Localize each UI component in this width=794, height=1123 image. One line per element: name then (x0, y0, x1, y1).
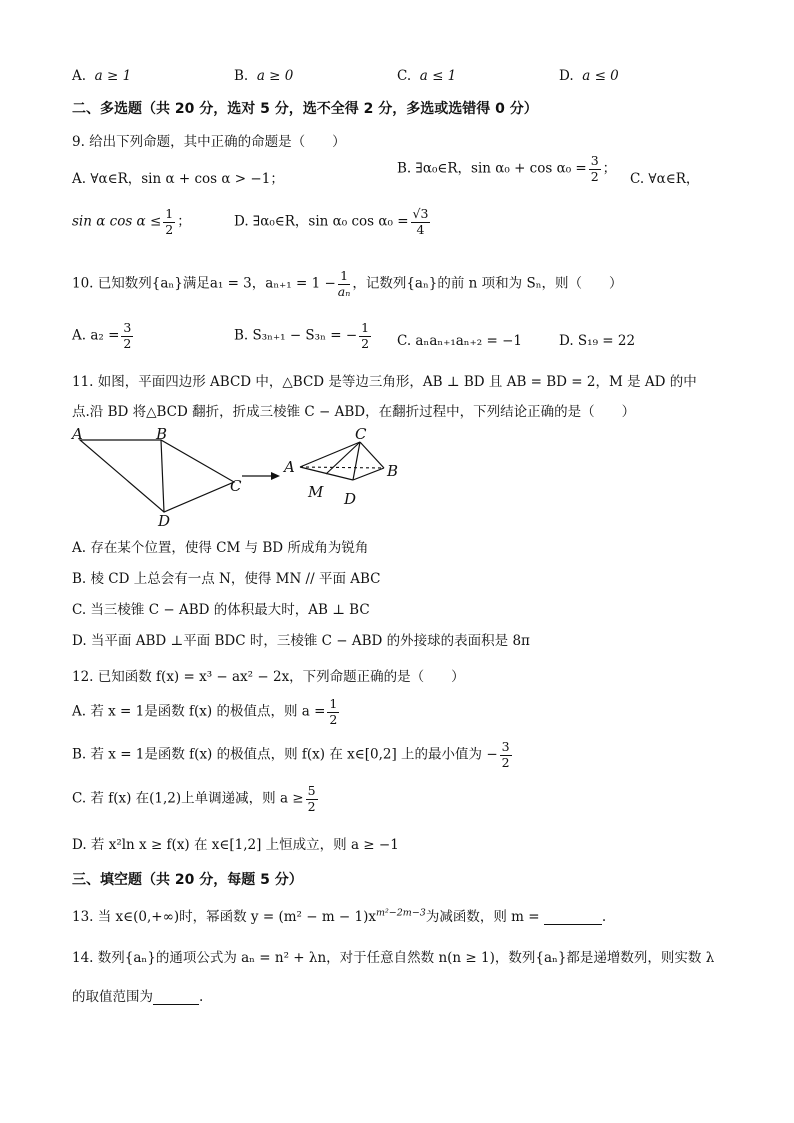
q10-stem-a: 10. 已知数列{aₙ}满足a₁ = 3，aₙ₊₁ = 1 − (72, 275, 336, 292)
q9-c-tail: ； (177, 213, 191, 230)
q13 (72, 905, 606, 925)
q9-option-c-fraction (163, 208, 175, 236)
q11-stem-line2: 点.沿 BD 将△BCD 翻折，折成三棱锥 C − ABD，在翻折过程中，下列结论正确的是（ ） (72, 404, 636, 420)
q11-label-b: B (156, 425, 168, 443)
q11-label-a-folded: A (284, 458, 295, 476)
q11-edge-cb (360, 442, 384, 468)
q10-stem-numerator: 1 (338, 270, 351, 285)
q12-option-c (72, 785, 320, 813)
q10-b-numerator: 1 (361, 320, 370, 335)
q9-option-d (234, 208, 432, 236)
q11-label-a: A (72, 425, 83, 443)
q10-b-denominator: 2 (361, 335, 370, 351)
q12-a-text: A. 若 x = 1是函数 f(x) 的极值点，则 a = (72, 703, 326, 720)
q14-line2 (72, 985, 203, 1005)
q9-b-tail: ； (602, 160, 617, 177)
q9-option-b-text: B. ∃α₀∈R，sin α₀ + cos α₀ = (397, 160, 587, 177)
q12-b-numerator: 3 (501, 739, 510, 754)
q8-option-a (72, 68, 131, 84)
q11-stem-line1: 11. 如图，平面四边形 ABCD 中，△BCD 是等边三角形，AB ⊥ BD 且 AB = BD = 2，M 是 AD 的中 (72, 374, 697, 390)
q10-b-text: B. S₃ₙ₊₁ − S₃ₙ = − (234, 327, 358, 344)
q12-c-denominator: 2 (307, 798, 316, 814)
q14-line2-text: 的取值范围为 (72, 989, 153, 1005)
q8-option-c (397, 68, 456, 84)
q11-label-m: M (308, 483, 324, 501)
q11-option-a: A. 存在某个位置，使得 CM 与 BD 所成角为锐角 (72, 540, 369, 556)
q11-arrow-head (271, 472, 280, 480)
q10-option-d: D. S₁₉ = 22 (559, 333, 636, 349)
q13-end: . (601, 909, 607, 925)
q12-option-d: D. 若 x²ln x ≥ f(x) 在 x∈[1,2] 上恒成立，则 a ≥ −1 (72, 837, 399, 853)
q11-edge-ac (300, 442, 360, 467)
q8-option-c-label: C. (397, 68, 412, 84)
q8-option-b-expr: a ≥ 0 (256, 68, 294, 84)
q11-label-d-folded: D (344, 490, 357, 508)
q12-c-text: C. 若 f(x) 在(1,2)上单调递减，则 a ≥ (72, 790, 304, 807)
q9-d-denominator: 4 (416, 221, 425, 237)
q12-option-b (72, 741, 514, 769)
q11-option-c: C. 当三棱锥 C − ABD 的体积最大时，AB ⊥ BC (72, 602, 370, 618)
q8-option-d-expr: a ≤ 0 (582, 68, 619, 84)
q11-label-b-folded: B (387, 462, 399, 480)
section3-heading: 三、填空题（共 20 分，每题 5 分） (72, 872, 303, 888)
q8-option-a-label: A. (72, 68, 87, 84)
q11-option-b: B. 棱 CD 上总会有一点 N，使得 MN // 平面 ABC (72, 571, 381, 587)
q13-exponent: m²−2m−3 (375, 907, 426, 919)
q11-figure (60, 422, 420, 532)
q13-answer-blank[interactable] (544, 924, 602, 925)
q8-option-b (234, 68, 293, 84)
q10-stem-fraction (338, 270, 351, 298)
q10-option-a (72, 322, 135, 350)
q12-b-denominator: 2 (501, 754, 510, 770)
q10-a-fraction (121, 322, 133, 350)
q11-quadrilateral (80, 440, 234, 512)
q12-b-fraction (500, 741, 512, 769)
q10-stem-denominator: aₙ (337, 283, 351, 299)
q11-label-d: D (158, 512, 171, 530)
q11-diagonal-bd (161, 440, 164, 512)
q13-text-b: 为减函数，则 m = (425, 909, 540, 925)
q9-stem: 9. 给出下列命题，其中正确的命题是（ ） (72, 134, 346, 150)
q12-stem: 12. 已知函数 f(x) = x³ − ax² − 2x，下列命题正确的是（ ） (72, 669, 465, 685)
q11-option-d: D. 当平面 ABD ⊥平面 BDC 时，三棱锥 C − ABD 的外接球的表面积是 8π (72, 633, 530, 649)
q11-edge-db (353, 468, 384, 480)
q10-a-denominator: 2 (123, 335, 132, 351)
q10-option-c: C. aₙaₙ₊₁aₙ₊₂ = −1 (397, 333, 522, 349)
section2-heading: 二、多选题（共 20 分，选对 5 分，选不全得 2 分，多选或选错得 0 分） (72, 101, 538, 117)
q14-line1: 14. 数列{aₙ}的通项公式为 aₙ = n² + λn，对于任意自然数 n(n ≥ 1)，数列{aₙ}都是递增数列，则实数 λ (72, 950, 715, 966)
q11-label-c-folded: C (355, 425, 367, 443)
q9-option-c: C. ∀α∈R， (630, 171, 700, 187)
q12-c-numerator: 5 (307, 783, 316, 798)
q12-option-a (72, 698, 341, 726)
q10-stem-b: ，记数列{aₙ}的前 n 项和为 Sₙ，则（ ） (352, 275, 623, 292)
q9-option-b-fraction (589, 155, 601, 183)
q9-option-d-fraction (411, 208, 431, 236)
q9-option-a: A. ∀α∈R，sin α + cos α > −1； (72, 171, 284, 187)
q14-end: . (199, 989, 204, 1005)
q12-a-denominator: 2 (329, 711, 338, 727)
q9-b-numerator: 3 (590, 153, 599, 168)
q12-a-numerator: 1 (329, 696, 338, 711)
q8-option-b-label: B. (234, 68, 249, 84)
q12-a-fraction (327, 698, 339, 726)
q10-b-fraction (359, 322, 371, 350)
q10-a-numerator: 3 (123, 320, 132, 335)
q11-label-c: C (230, 477, 242, 495)
q12-c-fraction (306, 785, 318, 813)
q10-stem (72, 270, 623, 298)
q10-option-b (234, 322, 373, 350)
q9-option-c-cont (72, 208, 191, 236)
q8-option-d-label: D. (559, 68, 574, 84)
q9-d-numerator: √3 (412, 206, 429, 221)
q8-option-a-expr: a ≥ 1 (94, 68, 132, 84)
q8-option-c-expr: a ≤ 1 (419, 68, 457, 84)
q9-c-expr: sin α cos α ≤ (72, 213, 162, 230)
q10-a-text: A. a₂ = (72, 327, 120, 344)
q9-c-denominator: 2 (165, 221, 174, 237)
q14-answer-blank[interactable] (153, 1004, 199, 1005)
q9-option-b (397, 155, 616, 183)
q8-option-d (559, 68, 619, 84)
q12-b-text: B. 若 x = 1是函数 f(x) 的极值点，则 f(x) 在 x∈[0,2] 上的最小值为 − (72, 746, 498, 763)
q9-d-text: D. ∃α₀∈R，sin α₀ cos α₀ = (234, 213, 409, 230)
q11-hidden-edge-ab (300, 467, 384, 468)
q9-b-denominator: 2 (590, 168, 599, 184)
q9-c-numerator: 1 (165, 206, 174, 221)
q13-text-a: 13. 当 x∈(0,+∞)时，幂函数 y = (m² − m − 1)x (72, 909, 376, 925)
